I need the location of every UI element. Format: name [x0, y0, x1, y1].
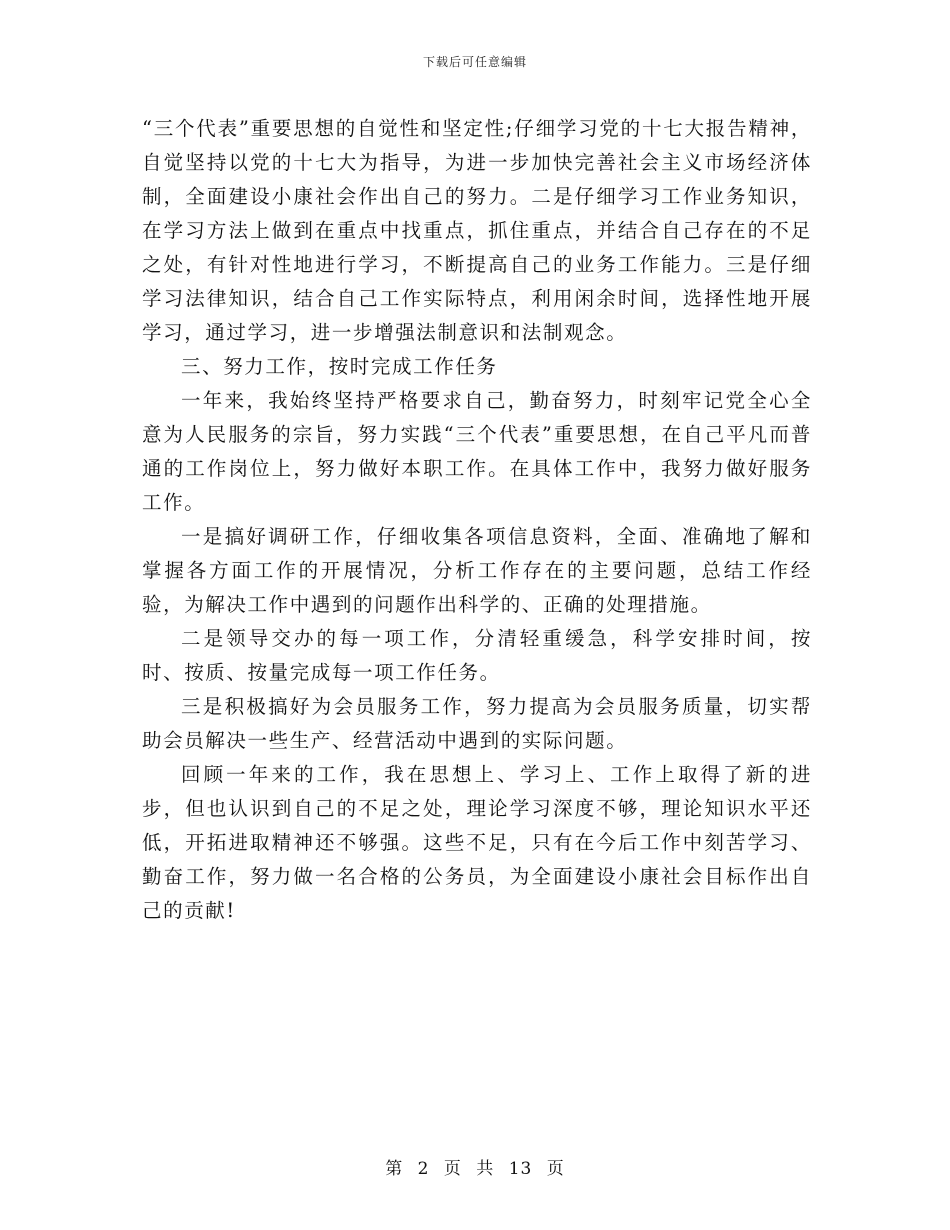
- footer-prefix: 第: [385, 1159, 404, 1179]
- footer-suffix: 页: [546, 1159, 565, 1179]
- footer-total-word: 共: [476, 1159, 495, 1179]
- page-footer: [0, 1154, 950, 1179]
- paragraph: 三是积极搞好为会员服务工作，努力提高为会员服务质量，切实帮助会员解决一些生产、经营活动中遇到的实际问题。: [142, 695, 812, 752]
- paragraph: 一年来，我始终坚持严格要求自己，勤奋努力，时刻牢记党全心全意为人民服务的宗旨，努力实践“三个代表”重要思想，在自己平凡而普通的工作岗位上，努力做好本职工作。在具体工作中，我努力做好服务工作。: [142, 389, 812, 514]
- footer-total-pages: 13: [508, 1159, 533, 1179]
- paragraph-continuation: “三个代表”重要思想的自觉性和坚定性;仔细学习党的十七大报告精神，自觉坚持以党的十七大为指导，为进一步加快完善社会主义市场经济体制，全面建设小康社会作出自己的努力。二是仔细学习工作业务知识，在学习方法上做到在重点中找重点，抓住重点，并结合自己存在的不足之处，有针对性地进行学习，不断提高自己的业务工作能力。三是仔细学习法律知识，结合自己工作实际特点，利用闲余时间，选择性地开展学习，通过学习，进一步增强法制意识和法制观念。: [142, 117, 812, 344]
- paragraph: 回顾一年来的工作，我在思想上、学习上、工作上取得了新的进步，但也认识到自己的不足之处，理论学习深度不够，理论知识水平还低，开拓进取精神还不够强。这些不足，只有在今后工作中刻苦学习、勤奋工作，努力做一名合格的公务员，为全面建设小康社会目标作出自己的贡献!: [142, 763, 812, 922]
- paragraph: 一是搞好调研工作，仔细收集各项信息资料，全面、准确地了解和掌握各方面工作的开展情况，分析工作存在的主要问题，总结工作经验，为解决工作中遇到的问题作出科学的、正确的处理措施。: [142, 525, 812, 616]
- header-note: 下载后可任意编辑: [422, 55, 527, 69]
- document-body: [142, 112, 812, 928]
- footer-page-word: 页: [443, 1159, 462, 1179]
- paragraph: 二是领导交办的每一项工作，分清轻重缓急，科学安排时间，按时、按质、按量完成每一项工作任务。: [142, 627, 812, 684]
- footer-current-page: 2: [417, 1159, 430, 1179]
- section-heading: 三、努力工作，按时完成工作任务: [181, 355, 498, 378]
